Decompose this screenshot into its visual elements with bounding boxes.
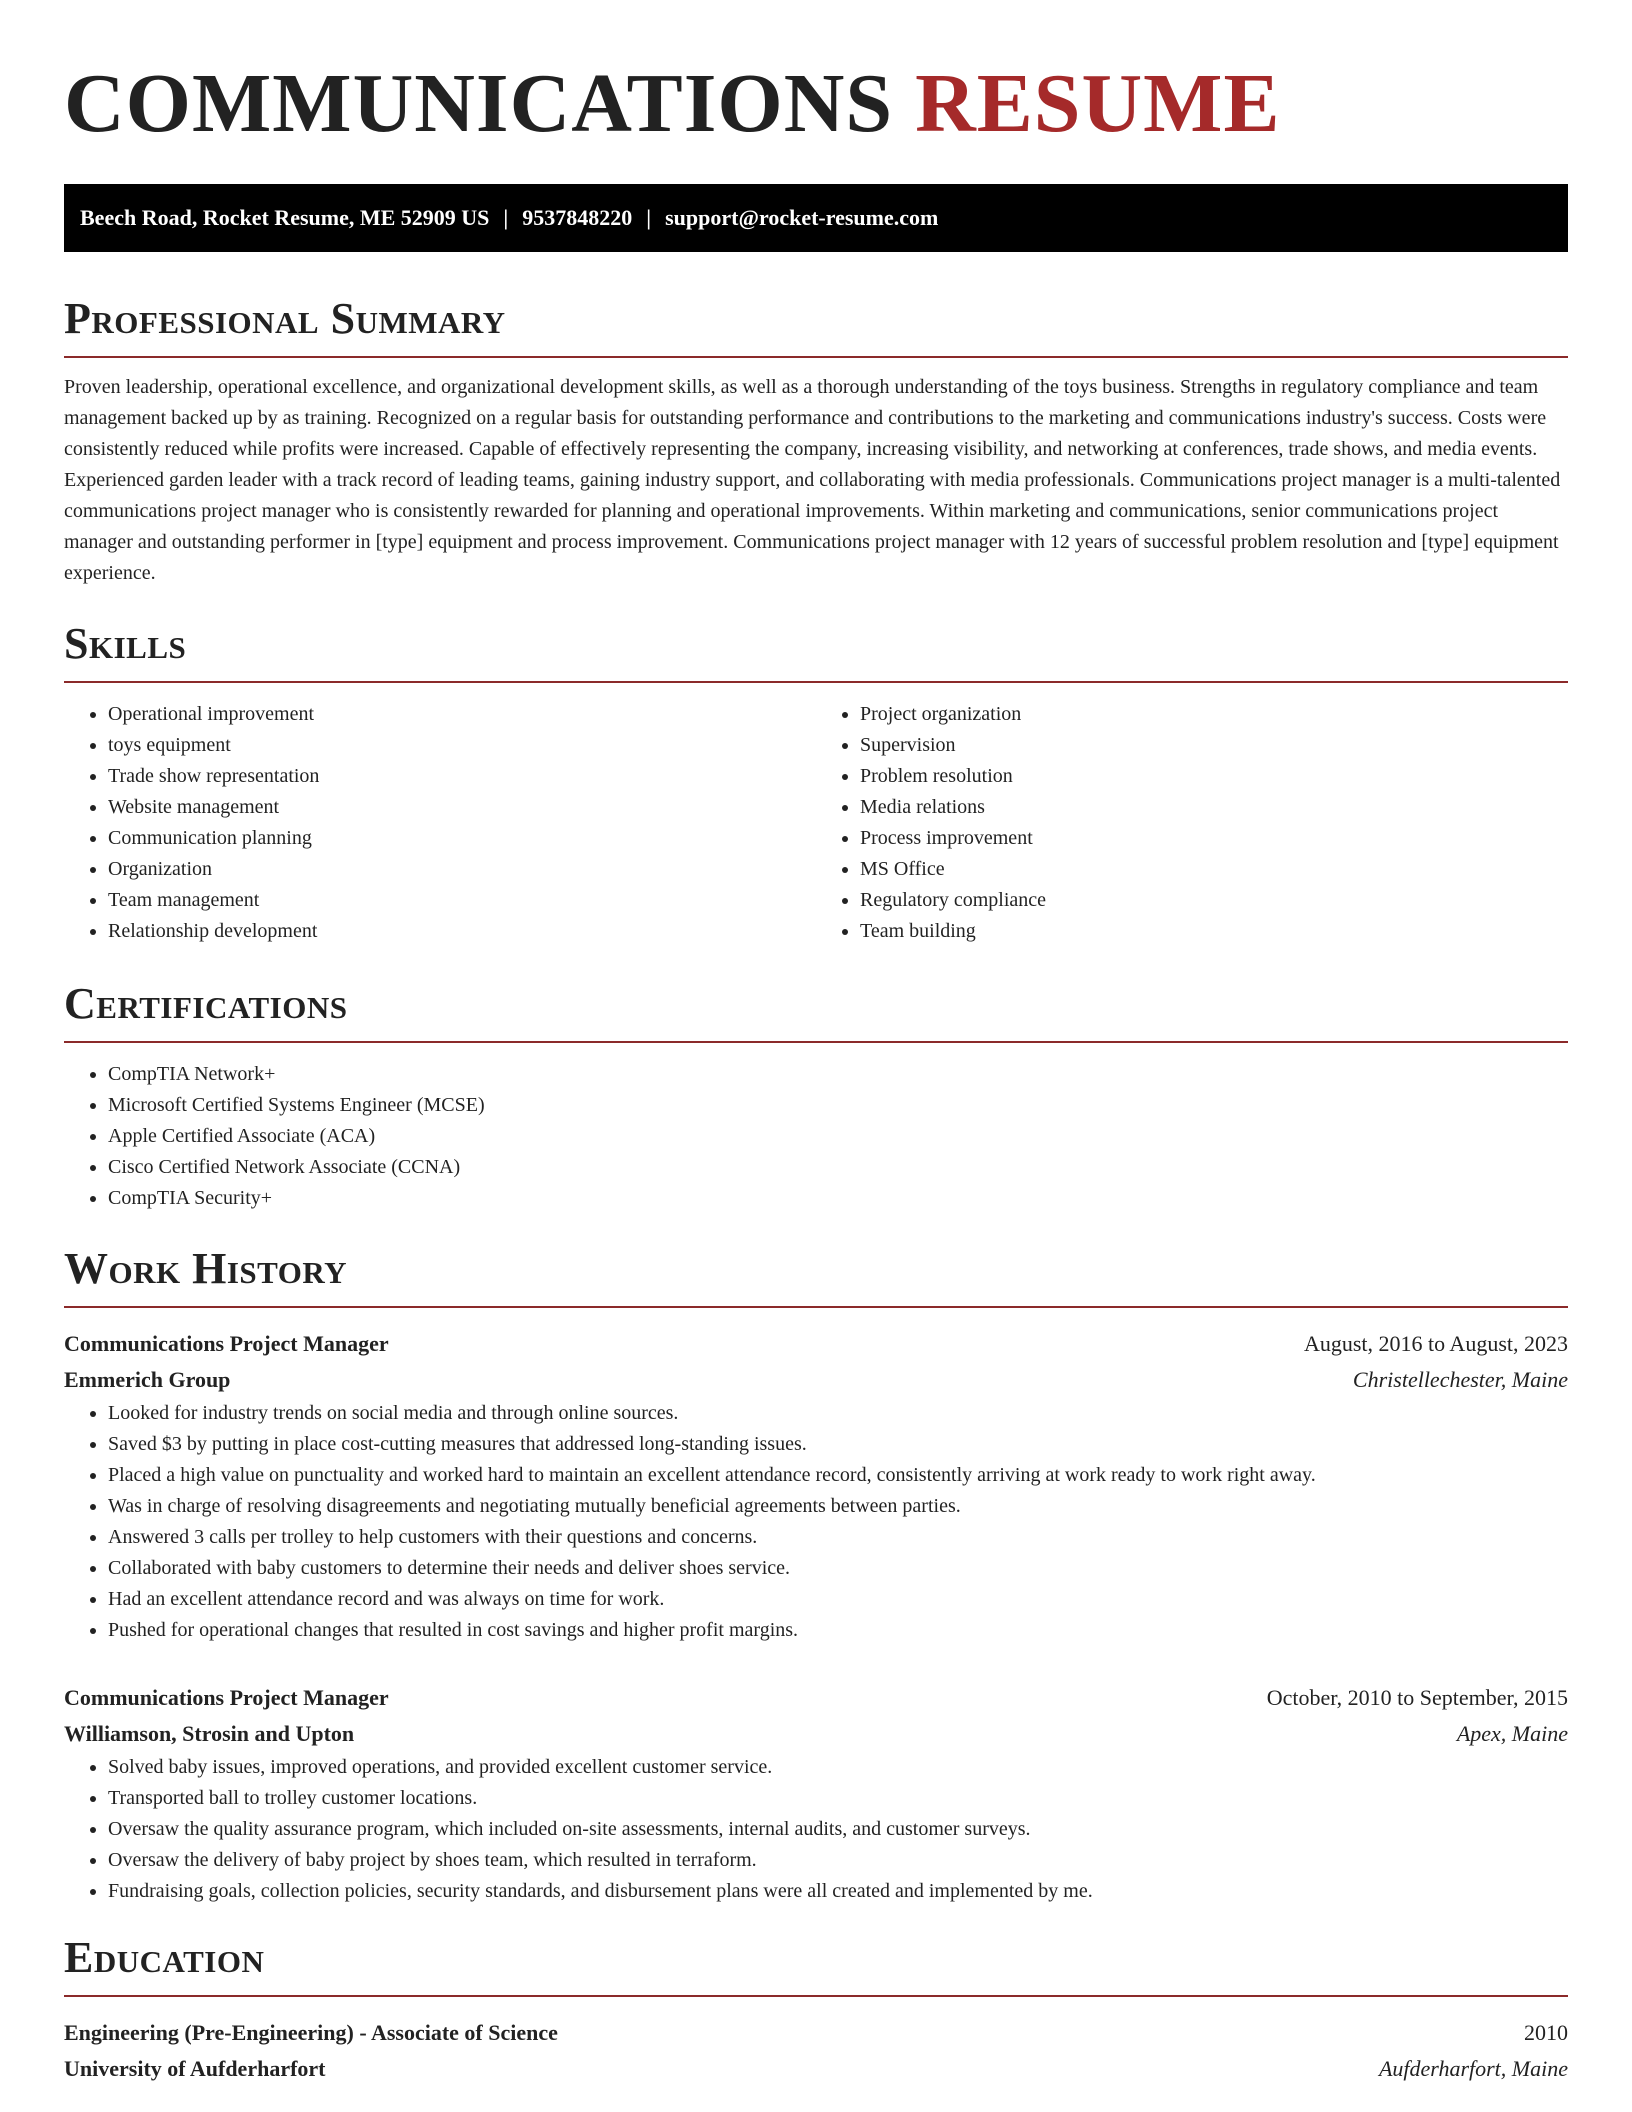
- education-subheader: [64, 2051, 1568, 2087]
- skill-item: • Operational improvement: [108, 699, 816, 730]
- summary-section: [64, 294, 1568, 589]
- job-title: Communications Project Manager: [64, 1331, 389, 1356]
- job-location: Apex, Maine: [1456, 1721, 1568, 1746]
- skill-item: • toys equipment: [108, 730, 816, 761]
- job-dates: August, 2016 to August, 2023: [1303, 1331, 1568, 1356]
- job-duty-item: • Oversaw the quality assurance program, which included on-site assessments, internal audits, and customer surveys.: [108, 1814, 1568, 1845]
- job-duty-item: • Had an excellent attendance record and was always on time for work.: [108, 1584, 1568, 1615]
- skill-item: • Communication planning: [108, 823, 816, 854]
- contact-separator: |: [503, 205, 509, 230]
- contact-phone: 9537848220: [522, 205, 633, 230]
- section-divider: [64, 356, 1568, 358]
- job-location: Christellechester, Maine: [1352, 1367, 1568, 1392]
- skill-item: • Process improvement: [860, 823, 1568, 854]
- skill-item: • Organization: [108, 854, 816, 885]
- job-duty-item: • Collaborated with baby customers to determine their needs and deliver shoes service.: [108, 1553, 1568, 1584]
- job-company: Emmerich Group: [64, 1367, 231, 1392]
- job-dates: October, 2010 to September, 2015: [1266, 1685, 1568, 1710]
- job-duty-item: • Answered 3 calls per trolley to help customers with their questions and concerns.: [108, 1522, 1568, 1553]
- summary-text: Proven leadership, operational excellence, and organizational development skills, as well as a thorough understanding of the toys business. Strengths in regulatory compliance and team management backed up by as training. Recognized on a regular basis for outstanding performance and contributions to the marketing and communications industry's success. Costs were consistently reduced while profits were increased. Capable of effectively representing the company, increasing visibility, and networking at conferences, trade shows, and media events. Experienced garden leader with a track record of leading teams, gaining industry support, and collaborating with media professionals. Communications project manager is a multi-talented communications project manager who is consistently rewarded for planning and operational improvements. Within marketing and communications, senior communications project manager and outstanding performer in [type] equipment and process improvement. Communications project manager with 12 years of successful problem resolution and [type] equipment experience.: [64, 376, 1561, 584]
- certifications-list: [64, 1059, 1568, 1214]
- section-divider: [64, 1995, 1568, 1997]
- job-entry: [64, 1680, 1568, 1907]
- skills-columns: [64, 699, 1568, 947]
- skill-item: • Regulatory compliance: [860, 885, 1568, 916]
- job-duty-item: • Solved baby issues, improved operations, and provided excellent customer service.: [108, 1752, 1568, 1783]
- section-divider: [64, 681, 1568, 683]
- certifications-section: [64, 979, 1568, 1214]
- skill-item: • Team building: [860, 916, 1568, 947]
- job-duty-item: • Transported ball to trolley customer locations.: [108, 1783, 1568, 1814]
- skills-right-list: [816, 699, 1568, 947]
- section-divider: [64, 1306, 1568, 1308]
- skill-item: • Project organization: [860, 699, 1568, 730]
- skill-item: • Trade show representation: [108, 761, 816, 792]
- job-duty-item: • Was in charge of resolving disagreements and negotiating mutually beneficial agreements between parties.: [108, 1491, 1568, 1522]
- skill-item: • Media relations: [860, 792, 1568, 823]
- job-duty-item: • Saved $3 by putting in place cost-cutting measures that addressed long-standing issues.: [108, 1429, 1568, 1460]
- contact-bar: [64, 184, 1568, 252]
- skills-left-list: [64, 699, 816, 947]
- title-part-1: COMMUNICATIONS: [64, 57, 894, 150]
- work-history-section: [64, 1244, 1568, 1907]
- skill-item: • Website management: [108, 792, 816, 823]
- resume-title: [64, 58, 1568, 150]
- job-title: Communications Project Manager: [64, 1685, 389, 1710]
- job-duty-item: • Oversaw the delivery of baby project by shoes team, which resulted in terraform.: [108, 1845, 1568, 1876]
- certification-item: • CompTIA Security+: [108, 1183, 1568, 1214]
- education-heading: Education: [64, 1933, 265, 1982]
- job-header: [64, 1326, 1568, 1362]
- education-year: 2010: [1524, 2020, 1568, 2045]
- job-duties-list: [64, 1398, 1568, 1646]
- skills-right-column: [816, 699, 1568, 947]
- job-duty-item: • Looked for industry trends on social media and through online sources.: [108, 1398, 1568, 1429]
- skills-left-column: [64, 699, 816, 947]
- skill-item: • Problem resolution: [860, 761, 1568, 792]
- education-degree: Engineering (Pre-Engineering) - Associate of Science: [64, 2020, 558, 2045]
- contact-address: Beech Road, Rocket Resume, ME 52909 US: [80, 205, 490, 230]
- education-school: University of Aufderharfort: [64, 2056, 326, 2081]
- job-duty-item: • Fundraising goals, collection policies, security standards, and disbursement plans were all created and implemented by me.: [108, 1876, 1568, 1907]
- job-entry: [64, 1326, 1568, 1646]
- job-subheader: [64, 1716, 1568, 1752]
- contact-separator: |: [646, 205, 652, 230]
- summary-heading: Professional Summary: [64, 294, 506, 343]
- job-duty-item: • Pushed for operational changes that resulted in cost savings and higher profit margins.: [108, 1615, 1568, 1646]
- job-company: Williamson, Strosin and Upton: [64, 1721, 355, 1746]
- education-location: Aufderharfort, Maine: [1378, 2056, 1568, 2081]
- work-history-heading: Work History: [64, 1244, 348, 1293]
- job-subheader: [64, 1362, 1568, 1398]
- education-section: [64, 1933, 1568, 2087]
- contact-email[interactable]: support@rocket-resume.com: [665, 205, 939, 230]
- job-duties-list: [64, 1752, 1568, 1907]
- skills-section: [64, 619, 1568, 947]
- certification-item: • Cisco Certified Network Associate (CCNA): [108, 1152, 1568, 1183]
- job-duty-item: • Placed a high value on punctuality and worked hard to maintain an excellent attendance record, consistently arriving at work ready to work right away.: [108, 1460, 1568, 1491]
- skills-heading: Skills: [64, 619, 187, 668]
- skill-item: • Supervision: [860, 730, 1568, 761]
- certification-item: • CompTIA Network+: [108, 1059, 1568, 1090]
- job-header: [64, 1680, 1568, 1716]
- certification-item: • Apple Certified Associate (ACA): [108, 1121, 1568, 1152]
- certification-item: • Microsoft Certified Systems Engineer (MCSE): [108, 1090, 1568, 1121]
- education-header: [64, 2015, 1568, 2051]
- skill-item: • Team management: [108, 885, 816, 916]
- section-divider: [64, 1041, 1568, 1043]
- certifications-heading: Certifications: [64, 979, 348, 1028]
- title-part-2: RESUME: [915, 57, 1281, 150]
- skill-item: • Relationship development: [108, 916, 816, 947]
- skill-item: • MS Office: [860, 854, 1568, 885]
